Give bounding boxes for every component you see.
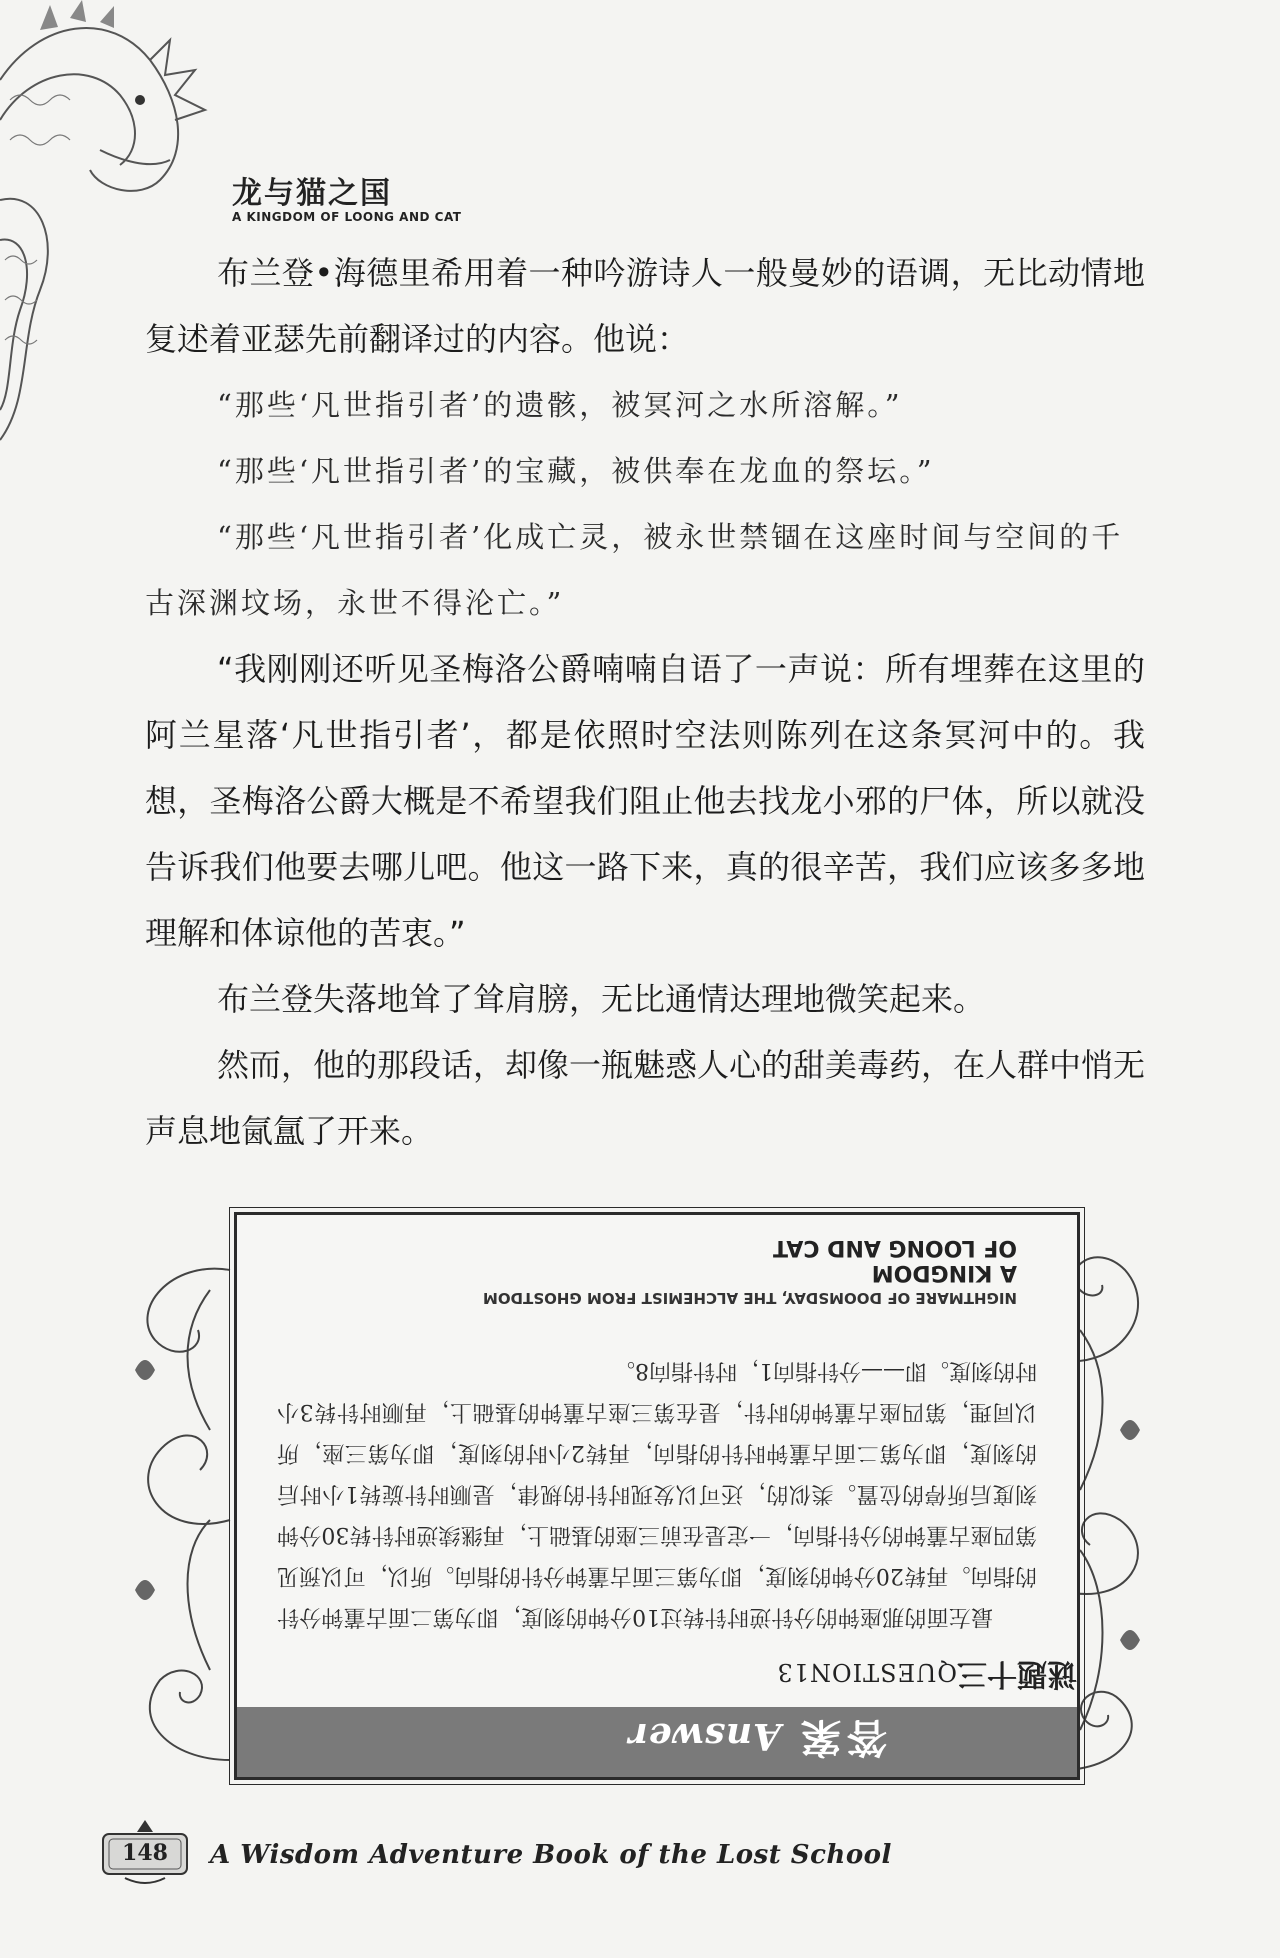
question-title-cn: 谜题十三	[957, 1656, 1077, 1691]
chapter-header	[232, 168, 462, 224]
quote-2: “那些‘凡世指引者’的宝藏，被供奉在龙血的祭坛。”	[217, 454, 935, 488]
book-subtitle: A KINGDOM OF LOONG AND CAT	[232, 210, 462, 224]
question-title	[776, 1655, 1077, 1699]
paragraph-1: 布兰登•海德里希用着一种吟游诗人一般曼妙的语调，无比动情地复述着亚瑟先前翻译过的内容。他说：	[145, 254, 1145, 358]
answer-label-cn: 答案	[795, 1714, 887, 1761]
paragraph-2: “我刚刚还听见圣梅洛公爵喃喃自语了一声说：所有埋葬在这里的阿兰星落‘凡世指引者’，都是依照时空法则陈列在这条冥河中的。我想，圣梅洛公爵大概是不希望我们阻止他去找龙小邪的尸体，所以就没告诉我们他要去哪儿吧。他这一路下来，真的很辛苦，我们应该多多地理解和体谅他的苦衷。”	[145, 650, 1145, 952]
paragraph-4: 然而，他的那段话，却像一瓶魅惑人心的甜美毒药，在人群中悄无声息地氤氲了开来。	[145, 1046, 1146, 1150]
series-title: NIGHTMARE OF DOOMSDAY, THE ALCHEMIST FROM GHOSTDOM	[482, 1289, 1017, 1307]
quote-1: “那些‘凡世指引者’的遗骸，被冥河之水所溶解。”	[217, 388, 903, 422]
quote-3: “那些‘凡世指引者’化成亡灵，被永世禁锢在这座时间与空间的千古深渊坟场，永世不得沦亡。”	[145, 520, 1124, 620]
answer-label	[628, 1712, 887, 1769]
book-title: 龙与猫之国	[232, 176, 392, 211]
question-title-en: QUESTION13	[776, 1658, 957, 1686]
answer-frame	[234, 1212, 1080, 1780]
brand-line-1: A KINGDOM	[871, 1260, 1017, 1285]
running-title: A Wisdom Adventure Book of the Lost School	[210, 1840, 892, 1870]
answer-panel	[110, 1200, 1180, 1790]
answer-text: 最左面的那座钟的分针逆时针转过10分钟的刻度，即为第二面古董钟分针的指向。再转20分钟的刻度，即为第三面古董钟分针的指向。所以，可以预见第四座古董钟的分针指向，一定是在前三座的基础上，再继续逆时针转30分钟刻度后所停的位置。类似的，还可以发现时针的规律，是顺时针旋转1小时后的刻度，即为第二面古董钟时针的指向，再转2小时的刻度，即为第三座，所以同理，第四座古董钟的时针，是在第三座古董钟的基础上，再顺时针转3小时的刻度。即——分针指向1，时针指向8。	[277, 1358, 1037, 1629]
paragraph-3: 布兰登失落地耸了耸肩膀，无比通情达理地微笑起来。	[217, 980, 986, 1018]
answer-banner	[237, 1707, 1077, 1777]
page-number-badge	[95, 1818, 195, 1888]
series-brand	[773, 1235, 1017, 1285]
answer-label-en: Answer	[627, 1715, 781, 1757]
right-scroll-ornament	[110, 1200, 250, 1790]
page-number: 148	[122, 1840, 168, 1866]
brand-line-2: OF LOONG AND CAT	[773, 1235, 1017, 1260]
body-text	[145, 240, 1145, 1164]
